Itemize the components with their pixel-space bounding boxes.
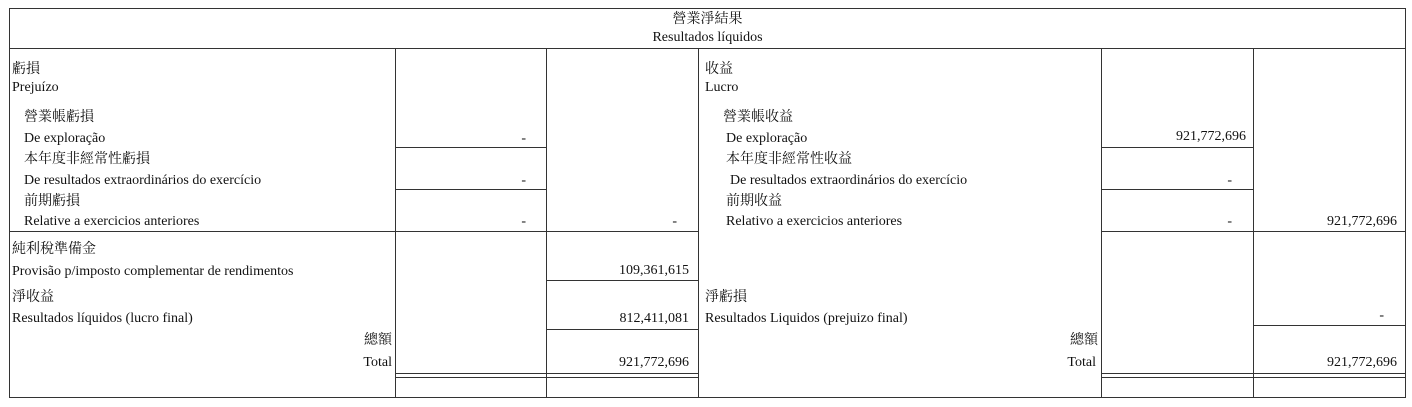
divider-center [698,48,699,398]
left-subtotal-value: - [672,214,677,229]
right-profit-zh: 收益 [705,62,733,77]
left-prior-zh: 前期虧損 [24,194,80,209]
right-net-zh: 淨虧損 [705,290,747,305]
left-rule-op [395,147,547,148]
left-prior-pt: Relative a exercicios anteriores [24,214,200,229]
right-total-pt: Total [1067,355,1096,370]
right-net-value: - [1379,308,1384,323]
frame-bottom [9,397,1406,398]
right-rule-extra [1101,189,1253,190]
left-rule-net [546,329,698,330]
right-prior-zh: 前期收益 [726,194,782,209]
left-rule-prior [9,231,698,232]
right-extra-zh: 本年度非經常性收益 [726,152,852,167]
left-total-value: 921,772,696 [619,355,689,370]
right-net-pt: Resultados Liquidos (prejuizo final) [705,311,908,326]
header-title-pt: Resultados líquidos [652,30,763,45]
left-total-pt: Total [363,355,392,370]
left-loss-pt: Prejuízo [12,80,59,95]
frame-top [9,8,1406,9]
frame-left [9,8,10,398]
left-extra-value: - [521,173,526,188]
right-profit-pt: Lucro [705,80,739,95]
left-tax-value: 109,361,615 [619,263,689,278]
left-extra-zh: 本年度非經常性虧損 [24,152,150,167]
left-prior-value: - [521,214,526,229]
left-rule-extra [395,189,547,190]
left-rule-tax [546,280,698,281]
right-extra-value: - [1227,173,1232,188]
left-op-zh: 營業帳虧損 [24,110,94,125]
right-rule-prior [1101,231,1406,232]
right-rule-net [1253,325,1406,326]
left-net-pt: Resultados líquidos (lucro final) [12,311,193,326]
left-tax-zh: 純利稅準備金 [12,242,96,257]
left-op-value: - [521,131,526,146]
left-net-value: 812,411,081 [619,311,689,326]
left-net-zh: 淨收益 [12,290,54,305]
right-total-value: 921,772,696 [1327,355,1397,370]
right-subtotal-value: 921,772,696 [1327,214,1397,229]
right-rule-total-1 [1101,373,1406,374]
right-rule-op [1101,147,1253,148]
right-prior-pt: Relativo a exercicios anteriores [726,214,903,229]
left-rule-total-1 [395,373,698,374]
left-total-zh: 總額 [364,333,392,348]
header-divider [9,48,1406,49]
right-prior-value: - [1227,214,1232,229]
right-total-zh: 總額 [1070,333,1098,348]
right-op-pt: De exploração [726,131,808,146]
frame-right [1405,8,1406,398]
left-op-pt: De exploração [24,131,106,146]
header-title-zh: 營業淨結果 [672,12,743,27]
right-op-zh: 營業帳收益 [723,110,793,125]
left-rule-total-2 [395,377,698,378]
right-rule-total-2 [1101,377,1406,378]
left-tax-pt: Provisão p/imposto complementar de rendimentos [12,264,294,279]
left-loss-zh: 虧損 [12,62,40,77]
right-extra-pt: De resultados extraordinários do exercício [730,173,968,188]
left-extra-pt: De resultados extraordinários do exercício [24,173,262,188]
right-op-value: 921,772,696 [1176,129,1246,144]
